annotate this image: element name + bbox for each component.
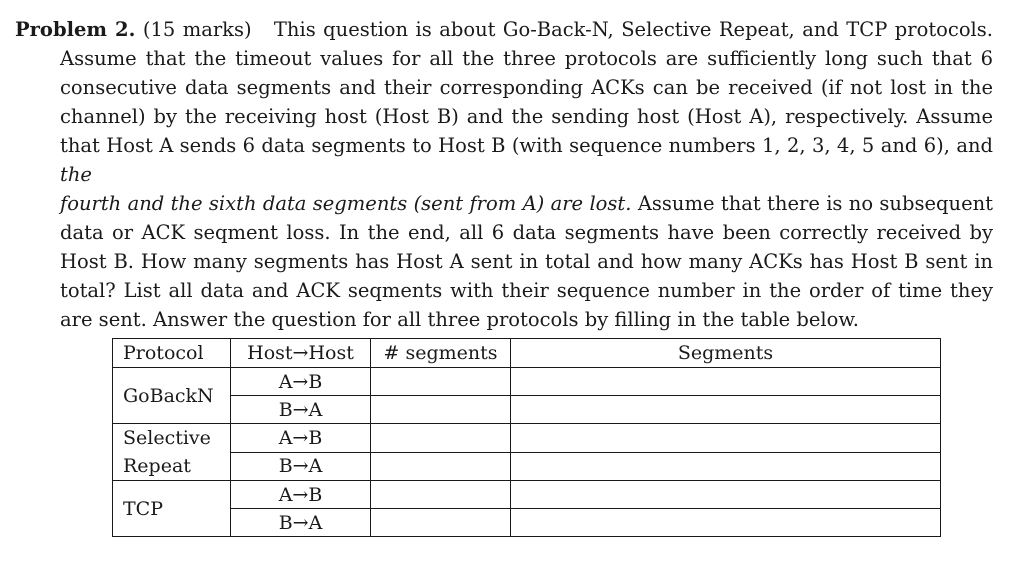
problem-line-7: data or ACK seqment loss. In the end, all 6 data segments have been correctly received by (60, 221, 993, 244)
segments-cell[interactable] (511, 368, 941, 396)
header-segments: Segments (511, 339, 941, 368)
problem-label: Problem 2. (15, 18, 136, 41)
table-row (113, 452, 941, 481)
direction-cell: B→A (231, 396, 371, 424)
problem-emphasis-start: the (60, 163, 92, 186)
table-header-row (113, 339, 941, 368)
count-cell[interactable] (371, 452, 511, 481)
problem-line-1 (15, 15, 993, 44)
problem-line-8: Host B. How many segments has Host A sent in total and how many ACKs has Host B sent in (60, 250, 993, 273)
problem-line-5 (15, 131, 993, 189)
problem-text-1: This question is about Go-Back-N, Selective Repeat, and TCP protocols. (273, 18, 993, 41)
table-row (113, 424, 941, 453)
direction-cell: B→A (231, 452, 371, 481)
problem-text-5: that Host A sends 6 data segments to Host B (with sequence numbers 1, 2, 3, 4, 5 and 6), and (60, 134, 993, 157)
header-protocol: Protocol (113, 339, 231, 368)
segments-cell[interactable] (511, 509, 941, 537)
problem-marks: (15 marks) (142, 18, 252, 41)
count-cell[interactable] (371, 509, 511, 537)
protocol-selective-repeat (113, 424, 231, 481)
problem-line-2: Assume that the timeout values for all the three protocols are sufficiently long such that 6 (60, 47, 993, 70)
protocol-label: Selective (123, 427, 211, 449)
table-row (113, 368, 941, 396)
protocol-tcp (113, 481, 231, 537)
table-row (113, 396, 941, 424)
problem-line-4: channel) by the receiving host (Host B) and the sending host (Host A), respectively. Assume (60, 105, 993, 128)
answer-table (112, 338, 941, 537)
count-cell[interactable] (371, 424, 511, 453)
problem-text-6: Assume that there is no subsequent (637, 192, 994, 215)
header-direction: Host→Host (231, 339, 371, 368)
problem-statement (15, 15, 993, 334)
direction-cell: A→B (231, 424, 371, 453)
problem-line-3: consecutive data segments and their corresponding ACKs can be received (if not lost in the (60, 76, 993, 99)
segments-cell[interactable] (511, 481, 941, 509)
direction-cell: A→B (231, 368, 371, 396)
header-count: # segments (371, 339, 511, 368)
direction-cell: B→A (231, 509, 371, 537)
problem-line-6 (15, 189, 993, 218)
protocol-label: TCP (123, 497, 163, 520)
count-cell[interactable] (371, 396, 511, 424)
count-cell[interactable] (371, 481, 511, 509)
table-row (113, 509, 941, 537)
segments-cell[interactable] (511, 396, 941, 424)
direction-cell: A→B (231, 481, 371, 509)
segments-cell[interactable] (511, 424, 941, 453)
protocol-label-line2: Repeat (123, 455, 191, 477)
count-cell[interactable] (371, 368, 511, 396)
problem-line-10: are sent. Answer the question for all three protocols by filling in the table below. (60, 308, 859, 331)
table-row (113, 481, 941, 509)
segments-cell[interactable] (511, 452, 941, 481)
protocol-gobackn (113, 368, 231, 424)
protocol-label: GoBackN (123, 384, 214, 407)
problem-emphasis: fourth and the sixth data segments (sent from A) are lost. (60, 192, 632, 215)
problem-line-9: total? List all data and ACK seqments with their sequence number in the order of time they (60, 279, 993, 302)
